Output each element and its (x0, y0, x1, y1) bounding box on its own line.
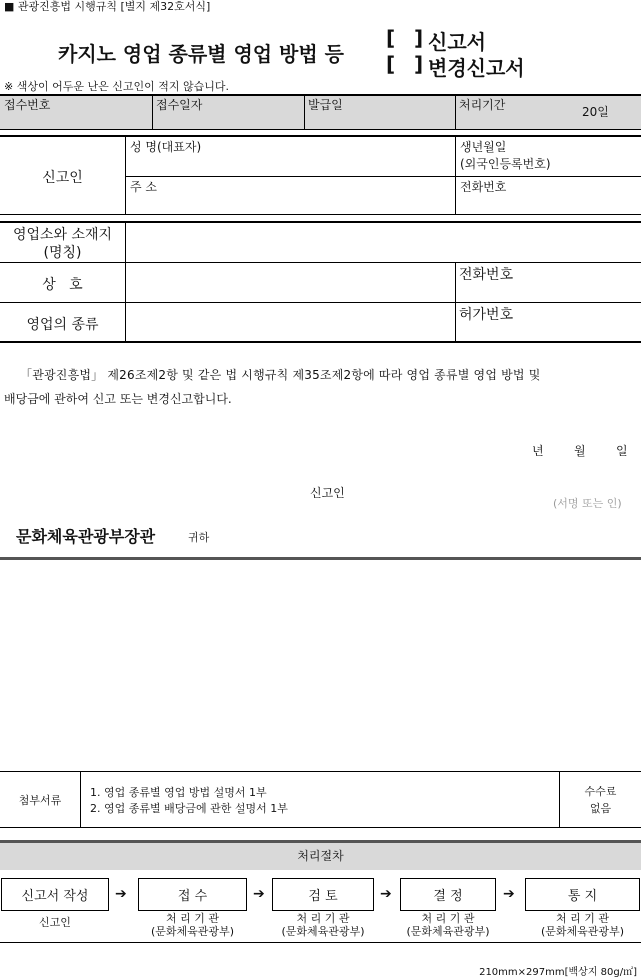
issue-date-label: 발급일 (308, 98, 343, 112)
applicant-birth-sub: (외국인등록번호) (460, 157, 551, 171)
actor-name: 처 리 기 관 (421, 912, 475, 925)
trade-name-input[interactable] (126, 263, 455, 302)
procedure-title: 처리절차 (297, 849, 344, 863)
arrow-icon: ➔ (380, 886, 392, 902)
step-actor (138, 912, 247, 938)
signature-hint[interactable]: (서명 또는 인) (553, 497, 622, 510)
divider (304, 96, 305, 129)
date-month: 월 (574, 444, 586, 458)
step-label: 결 정 (433, 889, 463, 904)
business-type-label: 영업의 종류 (26, 317, 99, 333)
step-actor (400, 912, 496, 938)
title-option-change-report: 변경신고서 (428, 56, 525, 80)
divider (80, 772, 81, 828)
actor-name: 신고인 (39, 916, 71, 929)
applicant-phone-field[interactable]: 전화번호 (460, 180, 507, 194)
shaded-note: ※ 색상이 어두운 난은 신고인이 적지 않습니다. (4, 80, 229, 93)
arrow-icon: ➔ (253, 886, 265, 902)
step-actor (1, 916, 109, 929)
title-bracket-close: ] (414, 26, 424, 50)
fee-label: 수수료 (584, 785, 617, 798)
business-location-label: 영업소와 소재지 (12, 227, 113, 243)
step-label: 접 수 (177, 889, 208, 904)
attachment-item-1: 1. 영업 종류별 영업 방법 설명서 1부 (90, 786, 267, 799)
attachments-label: 첨부서류 (18, 794, 62, 807)
actor-name: 처 리 기 관 (556, 912, 609, 925)
paper-spec: 210mm×297mm[백상지 80g/㎡] (479, 967, 637, 978)
permit-number-field[interactable]: 허가번호 (459, 307, 514, 323)
step-notify (525, 878, 640, 911)
title-bracket-close-2: ] (414, 52, 424, 76)
processing-period-label: 처리기간 (459, 98, 506, 112)
actor-name: 처 리 기 관 (166, 912, 219, 925)
divider (0, 129, 641, 130)
title-option-report: 신고서 (428, 30, 486, 54)
signer-label: 신고인 (310, 486, 345, 500)
divider (455, 96, 456, 129)
trade-name-label: 상 호 (42, 277, 83, 293)
business-location-input[interactable] (126, 223, 641, 262)
divider (455, 263, 456, 342)
date-day: 일 (616, 444, 628, 458)
processing-period-value: 20일 (582, 105, 609, 119)
attachment-item-2: 2. 영업 종류별 배당금에 관한 설명서 1부 (90, 802, 288, 815)
divider (152, 96, 153, 129)
receipt-date-label: 접수일자 (156, 98, 203, 112)
form-reference: ■ 관광진흥법 시행규칙 [별지 제32호서식] (4, 0, 211, 13)
body-bottom-border (0, 557, 641, 560)
attachments-top-border (0, 771, 641, 772)
section-border (0, 341, 641, 343)
actor-sub: (문화체육관광부) (281, 925, 365, 938)
actor-sub: (문화체육관광부) (406, 925, 490, 938)
applicant-birth-field[interactable]: 생년월일 (460, 140, 507, 154)
applicant-address-field[interactable]: 주 소 (130, 180, 157, 194)
actor-name: 처 리 기 관 (296, 912, 350, 925)
step-actor (272, 912, 374, 938)
applicant-name-field[interactable]: 성 명(대표자) (130, 140, 202, 154)
step-receive (138, 878, 247, 911)
section-border (0, 135, 641, 137)
arrow-icon: ➔ (503, 886, 515, 902)
date-year: 년 (532, 444, 544, 458)
procedure-bottom-border (0, 942, 641, 943)
applicant-label: 신고인 (42, 170, 83, 186)
divider (126, 176, 641, 177)
step-label: 검 토 (308, 889, 338, 904)
step-review (272, 878, 374, 911)
step-write (1, 878, 109, 911)
divider (0, 214, 641, 215)
declaration-line-2: 배당금에 관하여 신고 또는 변경신고합니다. (4, 392, 232, 406)
business-location-sub: (명칭) (43, 245, 82, 261)
arrow-icon: ➔ (115, 886, 127, 902)
recipient: 문화체육관광부장관 (16, 527, 156, 546)
title-bracket-open-2: [ (386, 52, 396, 76)
actor-sub: (문화체육관광부) (541, 925, 624, 938)
step-label: 신고서 작성 (21, 889, 89, 904)
recipient-honorific: 귀하 (188, 531, 210, 544)
business-phone-field[interactable]: 전화번호 (459, 267, 514, 283)
step-decide (400, 878, 496, 911)
title-bracket-open: [ (386, 26, 396, 50)
actor-sub: (문화체육관광부) (151, 925, 234, 938)
step-actor (525, 912, 640, 938)
business-type-input[interactable] (126, 303, 455, 341)
receipt-number-label: 접수번호 (4, 98, 51, 112)
step-label: 통 지 (567, 889, 598, 904)
fee-value: 없음 (589, 802, 612, 815)
declaration-line-1: 「관광진흥법」 제26조제2항 및 같은 법 시행규칙 제35조제2항에 따라 영업 종류별 영업 방법 및 (20, 368, 541, 382)
form-title: 카지노 영업 종류별 영업 방법 등 (58, 42, 344, 66)
attachments-bottom-border (0, 827, 641, 828)
